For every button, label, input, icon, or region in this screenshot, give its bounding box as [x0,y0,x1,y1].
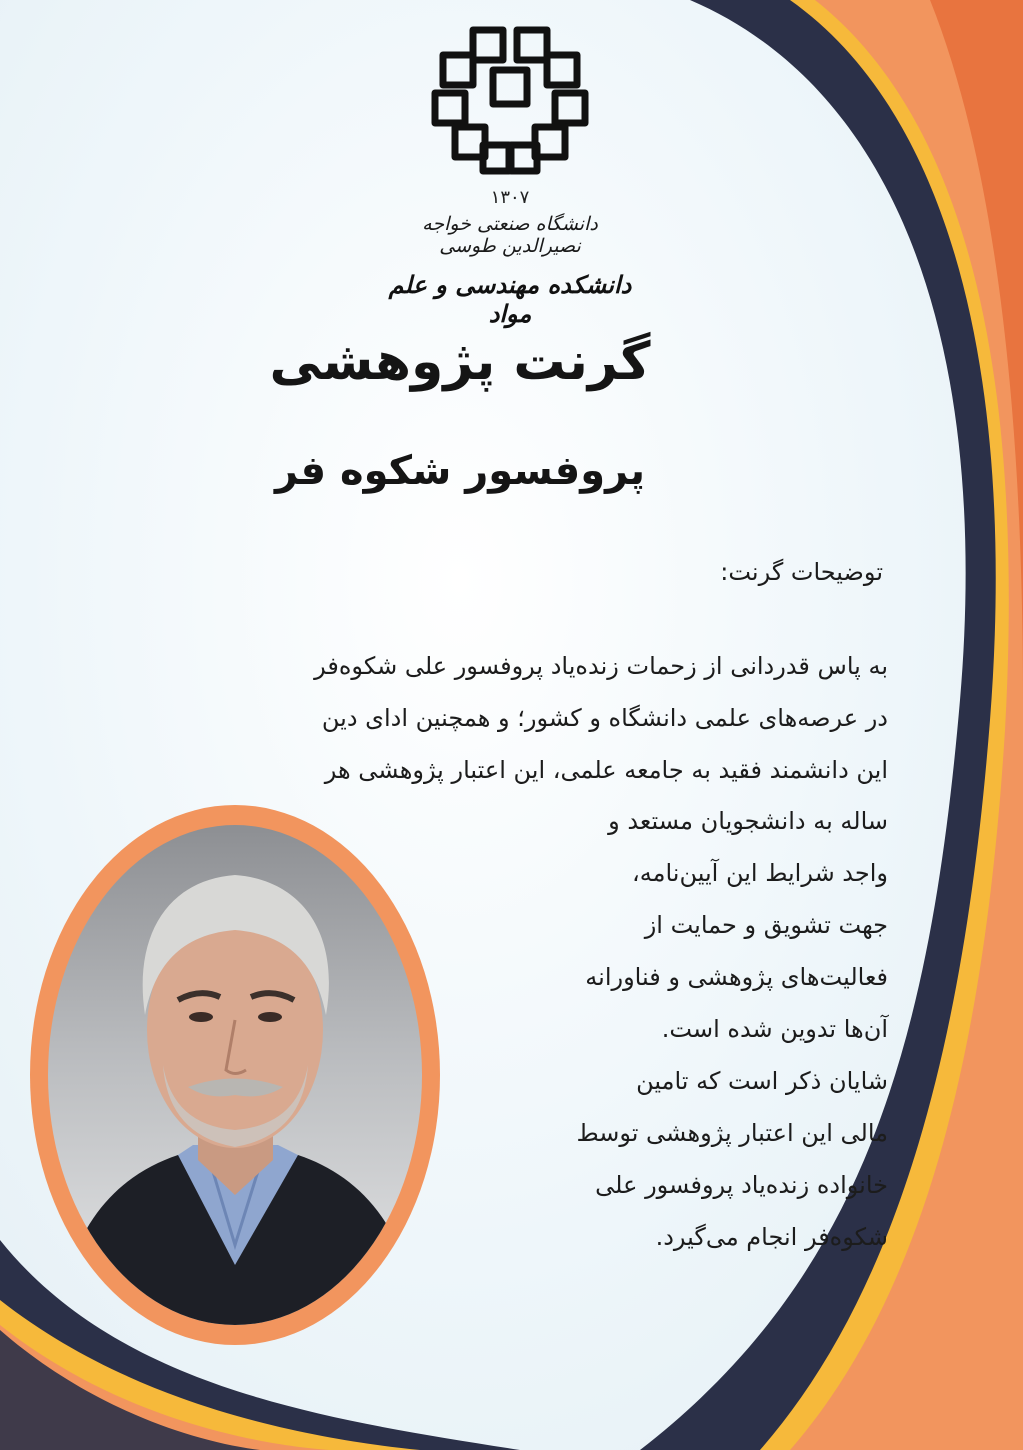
paragraph-line: خانواده زنده‌یاد پروفسور علی [595,1171,888,1199]
paragraph-line: شکوه‌فر انجام می‌گیرد. [655,1223,888,1251]
university-name: دانشگاه صنعتی خواجه نصیرالدین طوسی [422,213,598,257]
paragraph-line: شایان ذکر است که تامین [636,1067,888,1095]
poster-subtitle: پروفسور شکوه فر [275,448,645,494]
university-logo-block [380,15,640,328]
paragraph-line: در عرصه‌های علمی دانشگاه و کشور؛ و همچنین ادای دین [321,704,888,732]
paragraph-line: مالی این اعتبار پژوهشی توسط [576,1119,888,1147]
paragraph-line: جهت تشویق و حمایت از [644,911,888,939]
poster-title: گرنت پژوهشی [269,332,651,392]
description-heading: توضیحات گرنت: [720,558,883,586]
description-paragraph [38,640,888,796]
kntu-logo-icon [380,15,640,185]
paragraph-line: این دانشمند فقید به جامعه علمی، این اعتبار پژوهشی هر [324,756,888,784]
logo-year: ۱۳۰۷ [490,187,530,208]
faculty-name: دانشکده مهندسی و علم مواد [388,270,632,328]
paragraph-line: واجد شرایط این آیین‌نامه، [632,859,888,887]
person-portrait-icon [48,825,422,1325]
portrait-photo [48,825,422,1325]
paragraph-line: به پاس قدردانی از زحمات زنده‌یاد پروفسور علی شکوه‌فر [314,652,888,680]
paragraph-line: ساله به دانشجویان مستعد و [608,807,888,835]
description-paragraph-continued [458,795,888,1263]
paragraph-line: فعالیت‌های پژوهشی و فناورانه [585,963,888,991]
paragraph-line: آن‌ها تدوین شده است. [661,1015,888,1043]
